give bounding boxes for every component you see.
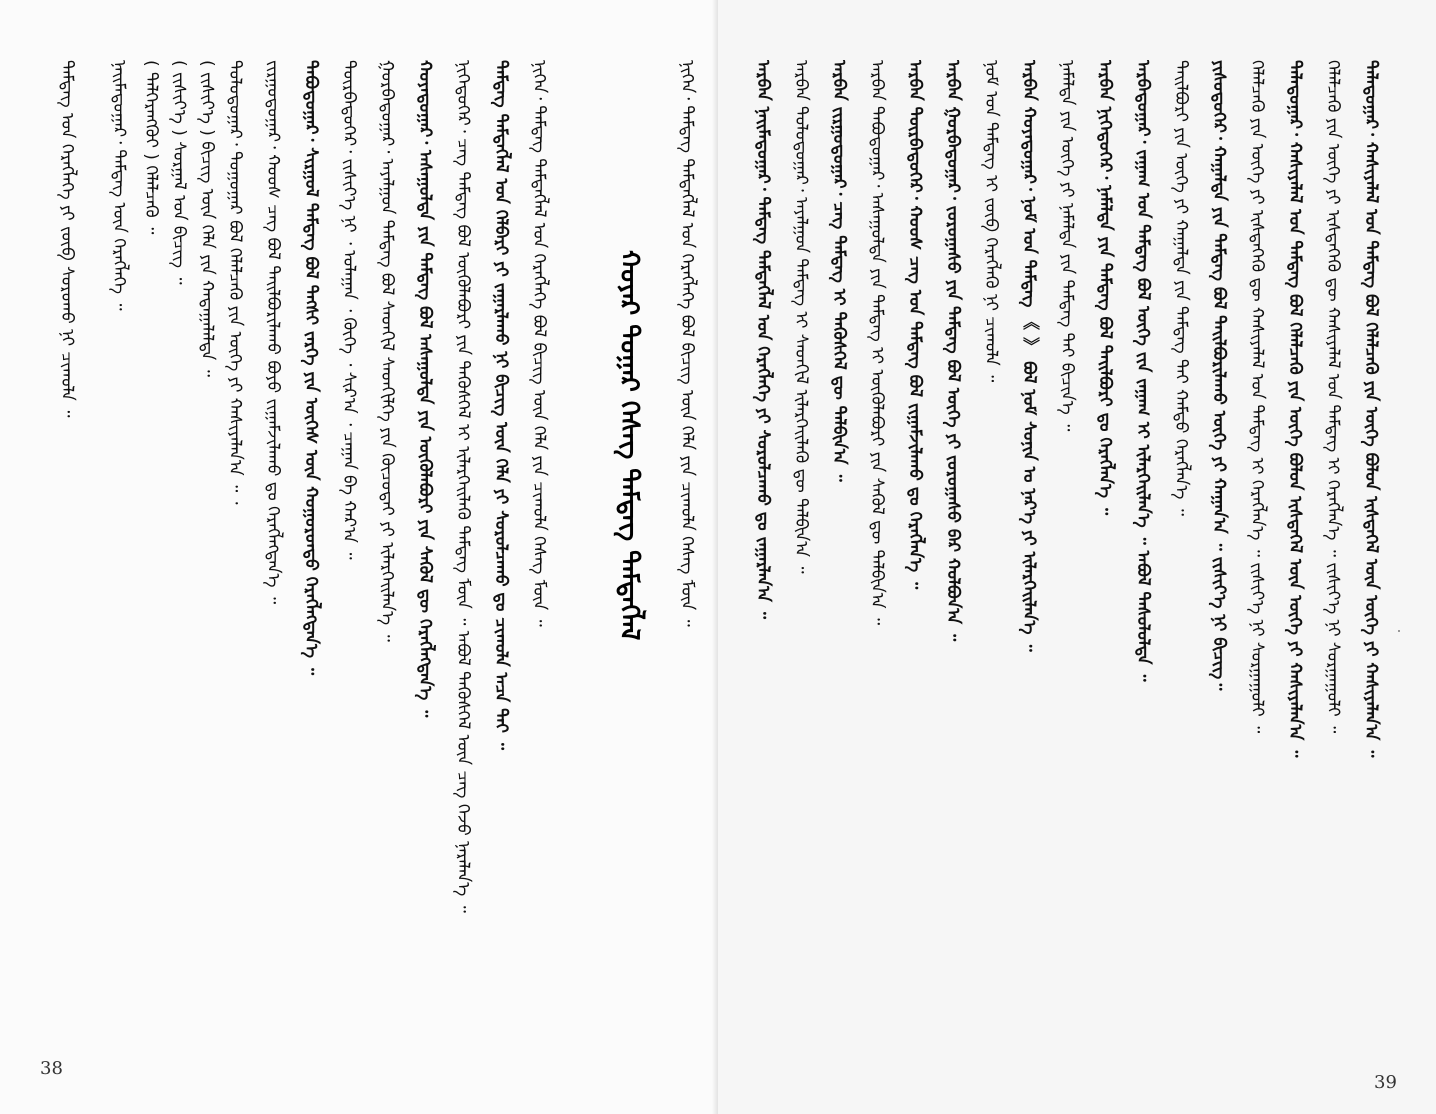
text-column: ᠠᠷᠪᠠᠨ ᠳᠣᠯᠣᠳᠤᠭᠠᠷ᠂ ᠠᠶᠠᠯᠭᠤᠨ ᠲᠡᠮᠳᠡᠭ ᠢ ᠰᠡᠳᠬᠢᠯ ᠢᠯᠡᠷᠭᠡᠢᠯᠡᠬᠦ ᠳᠦ ᠲᠠᠯᠪᠢᠨ᠎ᠠ ᠃ xyxy=(791,60,811,574)
text-column: ᠬᠡᠯᠡᠯᠴᠡᠭᠦ ᠶᠢᠨ ᠦᠭᠡ ᠶᠢ ᠢᠰᠲᠡᠬᠡᠬᠦ ᠳᠦ ᠬᠠᠰᠢᠶᠠᠯᠠᠯ ᠤᠨ ᠲᠡᠮᠳᠡᠭ ᠢ ᠬᠡᠷᠡᠭᠯᠡᠨ᠎ᠡ ᠃ ᠵᠢᠱᠢᠶ᠎ᠡ ᠨᠢ ᠰᠤᠷᠭᠠᠭᠤᠯᠢ ᠃ xyxy=(1323,60,1343,734)
text-column: ᠬᠣᠶᠠᠳᠤᠭᠠᠷ᠂ ᠠᠰᠠᠭᠤᠯᠲᠠ ᠶᠢᠨ ᠲᠡᠮᠳᠡᠭ ᠪᠤᠯ ᠠᠰᠠᠭᠤᠯᠲᠠ ᠶᠢᠨ ᠥᠭᠦᠯᠡᠪᠦᠷᠢ ᠶᠢᠨ ᠰᠡᠭᠦᠯ ᠳᠦ ᠬᠡᠷᠡᠭᠯᠡᠭᠳᠡᠨ᠎ᠡ ᠃ xyxy=(415,60,435,718)
text-column: ᠠᠷᠪᠠᠨ ᠳᠥᠷᠪᠡᠳᠦᠭᠡᠷ᠂ ᠬᠣᠣᠰ ᠴᠡᠭ ᠤᠨ ᠲᠡᠮᠳᠡᠭ ᠪᠤᠯ ᠵᠢᠭᠠᠮᠵᠢᠯᠠᠬᠤ ᠳᠤ ᠬᠡᠷᠡᠭᠯᠡᠨ᠎ᠡ ᠃ xyxy=(905,60,925,590)
text-column: ᠲᠡᠮᠳᠡᠭ ᠲᠡᠮᠳᠡᠭᠯᠡᠯ ᠤᠨ ᠬᠡᠯᠪᠡᠷᠢ ᠶᠢ ᠵᠠᠭᠠᠷᠯᠠᠬᠤ ᠨᠢ ᠪᠢᠴᠢᠭ ᠦᠨ ᠬᠡᠯᠡ ᠶᠢ ᠰᠤᠷᠤᠯᠴᠠᠬᠤ ᠳᠤ ᠴᠢᠬᠤᠯᠠ ᠠᠴᠠ ᠲᠠᠢ ᠃ xyxy=(491,60,511,750)
text-column: ᠲᠡᠮᠳᠡᠭ ᠤᠨ ᠬᠡᠷᠡᠭᠯᠡᠭᠡ ᠶᠢ ᠵᠦᠪ ᠰᠤᠷᠤᠬᠤ ᠨᠢ ᠴᠢᠬᠤᠯᠠ ᠃ xyxy=(57,60,77,418)
text-column: ᠳᠥᠷᠪᠡᠳᠦᠭᠡᠷ᠂ ᠵᠢᠰᠢᠶ᠎ᠡ ᠨᠢ ᠂ ᠤᠯᠠᠭᠠᠨ ᠂ ᠬᠥᠬᠡ ᠂ ᠰᠢᠷ᠎ᠠ ᠂ ᠴᠠᠭᠠᠨ ᠪᠠ ᠬᠠᠷ᠎ᠠ ᠃ xyxy=(339,60,359,560)
text-column: ( ᠳᠡᠯᠭᠡᠷᠡᠩᠭᠦᠢ ) ᠬᠡᠯᠡᠯᠴᠡᠭᠦ ᠃ xyxy=(141,60,161,235)
section-heading: ᠬᠣᠶᠠᠷ ᠳᠤᠭᠠᠷ ᠬᠡᠰᠡᠭ ᠲᠡᠮᠳᠡᠭ ᠲᠡᠮᠳᠡᠭᠯᠡᠯ xyxy=(614,250,644,641)
text-column: ᠨᠢᠭᠡᠳᠦᠭᠡᠷ᠂ ᠴᠡᠭ ᠲᠡᠮᠳᠡᠭ ᠪᠤᠯ ᠥᠭᠦᠯᠡᠪᠦᠷᠢ ᠶᠢᠨ ᠲᠡᠭᠦᠰᠬᠡᠯ ᠢ ᠢᠯᠡᠷᠭᠡᠢᠯᠡᠬᠦ ᠲᠡᠮᠳᠡᠭ ᠮᠥᠨ ᠃ ᠠᠪᠤᠯ ᠲᠡᠭᠦᠰᠬᠡᠯ ᠦᠨ ᠴᠡᠭ ᠭᠡᠵᠦ ᠨᠡᠷᠡᠯᠡᠨ᠎ᠡ ᠃ xyxy=(453,60,473,913)
text-column: ᠲᠠᠢᠯᠪᠤᠷᠢ ᠶᠢᠨ ᠦᠭᠡ ᠶᠢ ᠬᠠᠭᠠᠯᠲᠠ ᠶᠢᠨ ᠲᠡᠮᠳᠡᠭ ᠲᠡᠢ ᠬᠠᠮᠲᠤ ᠬᠡᠷᠡᠭᠯᠡᠨ᠎ᠡ ᠃ xyxy=(1171,60,1191,516)
text-column: ᠲᠠᠪᠤᠳᠤᠭᠠᠷ᠂ ᠰᠢᠷᠭᠤᠯ ᠲᠡᠮᠳᠡᠭ ᠪᠤᠯ ᠲᠡᠭᠰᠢ ᠵᠡᠷᠭᠡ ᠶᠢᠨ ᠦᠭᠡᠰ ᠦᠨ ᠬᠣᠭᠣᠷᠣᠨᠳᠣ ᠬᠡᠷᠡᠭᠯᠡᠭᠳᠡᠨ᠎ᠡ ᠃ xyxy=(301,60,321,676)
text-column: ᠵᠢᠷᠭᠤᠳᠤᠭᠠᠷ᠂ ᠬᠣᠣᠰ ᠴᠡᠭ ᠪᠤᠯ ᠲᠠᠢᠯᠪᠤᠷᠢᠯᠠᠬᠤ ᠪᠤᠶᠤ ᠵᠢᠭᠠᠮᠵᠢᠯᠠᠬᠤ ᠳᠤ ᠬᠡᠷᠡᠭᠯᠡᠭᠳᠡᠨ᠎ᠡ ᠃ xyxy=(263,60,283,605)
text-column: ᠠᠷᠪᠠᠨ ᠨᠠᠢᠮᠠᠳᠤᠭᠠᠷ᠂ ᠲᠡᠮᠳᠡᠭ ᠲᠡᠮᠳᠡᠭᠯᠡᠯ ᠤᠨ ᠬᠡᠷᠡᠭᠯᠡᠭᠡ ᠶᠢ ᠰᠤᠷᠤᠯᠴᠠᠬᠤ ᠳᠤ ᠵᠠᠭᠠᠷᠯᠠᠨ᠎ᠠ ᠃ xyxy=(753,60,773,619)
page-number-left: 38 xyxy=(40,1058,63,1079)
text-column: ᠠᠷᠪᠠᠨ ᠲᠠᠪᠤᠳᠤᠭᠠᠷ᠂ ᠠᠰᠠᠭᠤᠯᠲᠠ ᠶᠢᠨ ᠲᠡᠮᠳᠡᠭ ᠢ ᠥᠭᠦᠯᠡᠪᠦᠷᠢ ᠶᠢᠨ ᠰᠡᠭᠦᠯ ᠳᠦ ᠲᠠᠯᠪᠢᠨ᠎ᠠ ᠃ xyxy=(867,60,887,626)
text-column: ᠨᠣᠮ ᠤᠨ ᠲᠡᠮᠳᠡᠭ ᠢ ᠵᠦᠪ ᠬᠡᠷᠡᠭᠯᠡᠬᠦ ᠨᠢ ᠴᠢᠬᠤᠯᠠ ᠃ xyxy=(981,60,1001,383)
text-column: ᠳᠣᠯᠣᠳᠤᠭᠠᠷ᠂ ᠳᠤᠭᠤᠭᠠᠷ ᠪᠤᠯ ᠬᠡᠯᠡᠯᠴᠡᠭᠦ ᠶᠢᠨ ᠦᠭᠡ ᠶᠢ ᠬᠠᠰᠢᠶᠠᠯᠠᠨ᠎ᠠ ᠃ ᠂ xyxy=(225,60,245,505)
text-column: ᠳᠠᠯᠠᠳᠤᠭᠠᠷ᠂ ᠬᠠᠰᠢᠶᠠᠯᠠᠯ ᠤᠨ ᠲᠡᠮᠳᠡᠭ ᠪᠤᠯ ᠬᠡᠯᠡᠯᠴᠡᠭᠦ ᠶᠢᠨ ᠦᠭᠡ ᠪᠣᠯᠣᠨ ᠢᠰᠲᠡᠬᠡᠯ ᠦᠨ ᠦᠭᠡ ᠶᠢ ᠬᠠᠰᠢᠶᠠᠯᠠᠨ᠎ᠠ ᠃ xyxy=(1285,60,1305,758)
text-column: ᠨᠢᠭᠡᠨ᠂ ᠲᠡᠮᠳᠡᠭ ᠲᠡᠮᠳᠡᠭᠯᠡᠯ ᠤᠨ ᠬᠡᠷᠡᠭᠯᠡᠭᠡ ᠪᠤᠯ ᠪᠢᠴᠢᠭ ᠦᠨ ᠬᠡᠯᠡ ᠶᠢᠨ ᠴᠢᠬᠤᠯᠠ ᠬᠡᠰᠡᠭ ᠮᠥᠨ ᠃ xyxy=(529,60,549,627)
left-page xyxy=(0,0,716,1114)
text-column: ᠠᠷᠪᠠᠨ ᠭᠤᠷᠪᠠᠳᠤᠭᠠᠷ᠂ ᠵᠤᠷᠤᠭᠠᠰᠤ ᠶᠢᠨ ᠲᠡᠮᠳᠡᠭ ᠪᠤᠯ ᠦᠭᠡ ᠶᠢ ᠵᠤᠷᠤᠭᠠᠰᠤ ᠪᠠᠷ ᠬᠣᠯᠪᠣᠨ᠎ᠠ ᠃ xyxy=(943,60,963,642)
text-column: ᠠᠷᠪᠠᠨ ᠨᠢᠭᠡᠳᠦᠭᠡᠷ᠂ ᠨᠡᠮᠡᠯᠲᠡ ᠶᠢᠨ ᠲᠡᠮᠳᠡᠭ ᠪᠤᠯ ᠲᠠᠢᠯᠪᠤᠷᠢ ᠳᠤ ᠬᠡᠷᠡᠭᠯᠡᠨ᠎ᠡ ᠃ xyxy=(1095,60,1115,516)
page-number-right: 39 xyxy=(1374,1072,1397,1093)
text-column: ( ᠵᠢᠱᠢᠶ᠎ᠡ ) ᠪᠢᠴᠢᠭ ᠦᠨ ᠬᠡᠯᠡ ᠶᠢᠨ ᠬᠠᠳᠠᠭᠠᠯᠠᠯᠲᠠ ᠃ xyxy=(197,60,217,377)
text-column: ( ᠵᠢᠱᠢᠶ᠎ᠡ ) ᠰᠤᠷᠭᠠᠯ ᠤᠨ ᠪᠢᠴᠢᠭ ᠃ xyxy=(169,60,189,285)
text-column: ᠨᠠᠢᠮᠠᠳᠤᠭᠠᠷ᠂ ᠲᠡᠮᠳᠡᠭ ᠦᠨ ᠬᠡᠷᠡᠭᠯᠡᠭᠡ ᠃ xyxy=(109,60,129,311)
text-column: ᠭᠤᠷᠪᠠᠳᠤᠭᠠᠷ᠂ ᠠᠶᠠᠯᠭᠤᠨ ᠲᠡᠮᠳᠡᠭ ᠪᠤᠯ ᠰᠡᠳᠬᠢᠯ ᠰᠡᠳᠬᠢᠯᠭᠡ ᠶᠢᠨ ᠬᠦᠴᠦᠲᠡᠢ ᠶᠢ ᠢᠯᠡᠷᠭᠡᠢᠯᠡᠨ᠎ᠡ ᠃ xyxy=(377,60,397,642)
text-column: ᠳᠠᠯᠠᠳᠤᠭᠠᠷ᠂ ᠬᠠᠰᠢᠶᠠᠯᠠᠯ ᠤᠨ ᠲᠡᠮᠳᠡᠭ ᠪᠤᠯ ᠬᠡᠯᠡᠯᠴᠡᠭᠦ ᠶᠢᠨ ᠦᠭᠡ ᠪᠣᠯᠣᠨ ᠢᠰᠲᠡᠬᠡᠯ ᠦᠨ ᠦᠭᠡ ᠶᠢ ᠬᠠᠰᠢᠶᠠᠯᠠᠨ᠎ᠠ ᠃ xyxy=(1361,60,1381,758)
text-column: ᠠᠷᠪᠠᠳᠤᠭᠠᠷ᠂ ᠵᠠᠭᠠᠭ ᠤᠨ ᠲᠡᠮᠳᠡᠭ ᠪᠤᠯ ᠦᠭᠡ ᠵᠢᠨ ᠵᠠᠭᠠᠭ ᠢ ᠢᠯᠡᠷᠭᠡᠢᠯᠡᠨ᠎ᠡ ᠃ ᠠᠪᠤᠯ ᠲᠠᠰᠤᠯᠤᠯᠲᠠ ᠃ xyxy=(1133,60,1153,682)
text-column: ᠨᠢᠭᠡᠨ᠂ ᠲᠡᠮᠳᠡᠭ ᠲᠡᠮᠳᠡᠭᠯᠡᠯ ᠤᠨ ᠬᠡᠷᠡᠭᠯᠡᠭᠡ ᠪᠤᠯ ᠪᠢᠴᠢᠭ ᠦᠨ ᠬᠡᠯᠡ ᠶᠢᠨ ᠴᠢᠬᠤᠯᠠ ᠬᠡᠰᠡᠭ ᠮᠥᠨ ᠃ xyxy=(677,60,697,627)
text-column: ᠠᠷᠪᠠᠨ ᠬᠣᠶᠠᠳᠤᠭᠠᠷ᠂ ᠨᠣᠮ ᠤᠨ ᠲᠡᠮᠳᠡᠭ 《 》 ᠪᠤᠯ ᠨᠣᠮ ᠰᠣᠨᠢᠨ ᠤ ᠨᠡᠷ᠎ᠡ ᠶᠢ ᠢᠯᠡᠷᠭᠡᠢᠯᠡᠨ᠎ᠡ ᠃ xyxy=(1019,60,1039,652)
text-column: ᠬᠡᠯᠡᠯᠴᠡᠭᠦ ᠶᠢᠨ ᠦᠭᠡ ᠶᠢ ᠢᠰᠲᠡᠬᠡᠬᠦ ᠳᠦ ᠬᠠᠰᠢᠶᠠᠯᠠᠯ ᠤᠨ ᠲᠡᠮᠳᠡᠭ ᠢ ᠬᠡᠷᠡᠭᠯᠡᠨ᠎ᠡ ᠃ ᠵᠢᠱᠢᠶ᠎ᠡ ᠨᠢ ᠰᠤᠷᠭᠠᠭᠤᠯᠢ ᠃ xyxy=(1247,60,1267,734)
text-column: ᠶᠢᠰᠦᠳᠦᠭᠡᠷ᠂ ᠬᠠᠭᠠᠯᠲᠠ ᠶᠢᠨ ᠲᠡᠮᠳᠡᠭ ᠪᠤᠯ ᠲᠠᠢᠯᠪᠤᠷᠢᠯᠠᠬᠤ ᠦᠭᠡ ᠶᠢ ᠬᠠᠭᠠᠨ᠎ᠠ ᠃ ᠵᠢᠱᠢᠶ᠎ᠡ ᠨᠢ ᠪᠢᠴᠢᠭ᠃ xyxy=(1209,60,1229,691)
text-column: ᠠᠷᠪᠠᠨ ᠵᠢᠷᠭᠤᠳᠤᠭᠠᠷ᠂ ᠴᠡᠭ ᠲᠡᠮᠳᠡᠭ ᠢ ᠲᠡᠭᠦᠰᠬᠡᠯ ᠳᠦ ᠲᠠᠯᠪᠢᠨ᠎ᠠ ᠃ xyxy=(829,60,849,482)
right-page xyxy=(718,0,1436,1114)
scan-speck xyxy=(1398,630,1400,632)
text-column: ᠨᠡᠮᠡᠯᠲᠡ ᠶᠢᠨ ᠦᠭᠡ ᠶᠢ ᠨᠡᠮᠡᠯᠲᠡ ᠶᠢᠨ ᠲᠡᠮᠳᠡᠭ ᠲᠡᠢ ᠪᠢᠴᠢᠨ᠎ᠡ ᠃ xyxy=(1057,60,1077,432)
